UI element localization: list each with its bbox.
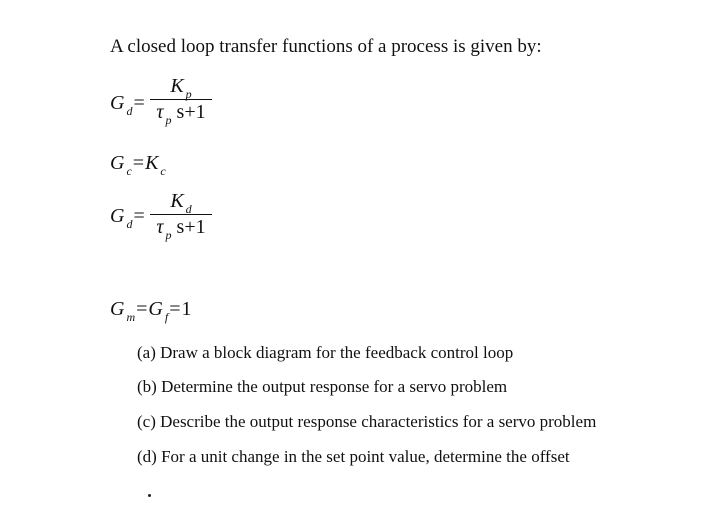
question-c: (c) Describe the output response characteristics for a servo problem <box>137 412 597 431</box>
fraction-numerator: K $_p$ <box>170 75 192 101</box>
question-b: (b) Determine the output response for a servo problem <box>137 377 508 396</box>
question-a: (a) Draw a block diagram for the feedback control loop <box>137 343 514 362</box>
equation-gd-lhs: G $_d$= <box>110 92 145 118</box>
question-d: (d) For a unit change in the set point value, determine the offset <box>137 447 570 466</box>
fraction-numerator: K $_d$ <box>170 190 192 216</box>
equation-gd2-lhs: G $_d$= <box>110 205 145 231</box>
equation-gm-gf: G $_m$=G $_f$=1 <box>110 298 192 324</box>
problem-intro: A closed loop transfer functions of a process is given by: <box>110 36 542 57</box>
fraction-denominator: τ $_p$ s+1 <box>156 101 206 127</box>
equation-gd2-fraction <box>150 190 212 242</box>
equation-gd-fraction <box>150 75 212 127</box>
fraction-denominator: τ $_p$ s+1 <box>156 216 206 242</box>
equation-gc: G $_c$=K $_c$ <box>110 152 166 178</box>
stray-dot <box>148 494 151 497</box>
